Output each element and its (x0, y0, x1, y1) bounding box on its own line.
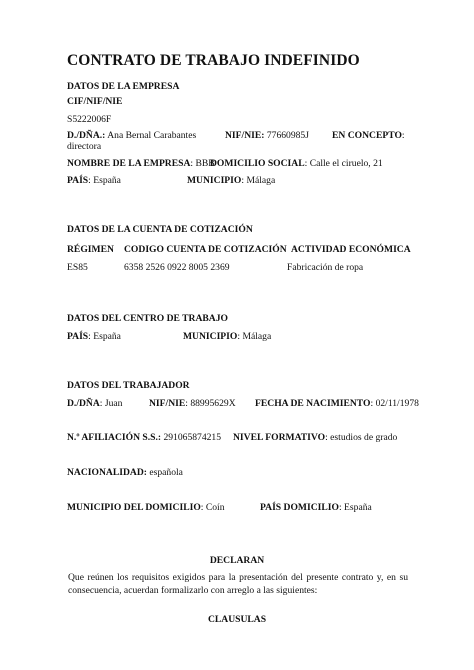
afiliacion-value: 291065874215 (161, 432, 222, 443)
trabajador-municipio-value: : Coín (200, 502, 225, 513)
centro-pais-value: : España (88, 331, 121, 342)
trabajador-dd-label: D./DÑA (67, 398, 100, 409)
trabajador-nombre (67, 398, 122, 410)
dd-label: D./DÑA.: (67, 130, 106, 141)
trabajador-nif (149, 398, 236, 410)
concepto-label: EN CONCEPTO (332, 130, 402, 141)
trabajador-municipio (67, 502, 225, 514)
trabajador-nif-label: NIF/NIE (149, 398, 186, 409)
cotizacion-heading: DATOS DE LA CUENTA DE COTIZACIÓN (67, 224, 253, 235)
trabajador-afiliacion (67, 432, 221, 444)
dd-value: Ana Bernal Carabantes (105, 130, 197, 141)
trabajador-fecha (255, 398, 419, 410)
nif-value: 77660985J (264, 130, 309, 141)
empresa-municipio (187, 175, 275, 187)
municipio-label: MUNICIPIO (187, 175, 242, 186)
nombre-label: NOMBRE DE LA EMPRESA (67, 158, 191, 169)
document-title: CONTRATO DE TRABAJO INDEFINIDO (67, 52, 360, 69)
centro-pais (67, 331, 121, 343)
trabajador-pais-label: PAÍS DOMICILIO (260, 502, 339, 513)
empresa-heading: DATOS DE LA EMPRESA (67, 81, 180, 92)
trabajador-pais (260, 502, 372, 514)
nacionalidad-value: española (146, 467, 183, 478)
afiliacion-label: N.º AFILIACIÓN S.S.: (67, 432, 162, 443)
domicilio-label: DOMICILIO SOCIAL (210, 158, 305, 169)
empresa-nif (225, 130, 309, 142)
nacionalidad-label: NACIONALIDAD: (67, 467, 147, 478)
municipio-value: : Málaga (241, 175, 276, 186)
actividad-header: ACTIVIDAD ECONÓMICA (291, 244, 411, 255)
nivel-value: : estudios de grado (325, 432, 398, 443)
empresa-pais (67, 175, 121, 187)
codigo-value: 6358 2526 0922 8005 2369 (124, 262, 230, 273)
concepto-value: directora (67, 141, 102, 152)
regimen-value: ES85 (67, 262, 88, 273)
pais-value: : España (88, 175, 121, 186)
empresa-nombre (67, 158, 215, 170)
nif-label: NIF/NIE: (225, 130, 265, 141)
trabajador-nif-value: : 88995629X (185, 398, 236, 409)
trabajador-dd-value: : Juan (99, 398, 123, 409)
trabajador-heading: DATOS DEL TRABAJADOR (67, 380, 190, 391)
nivel-label: NIVEL FORMATIVO (233, 432, 326, 443)
centro-heading: DATOS DEL CENTRO DE TRABAJO (67, 313, 228, 324)
empresa-concepto (332, 130, 405, 142)
trabajador-pais-value: : España (338, 502, 372, 513)
centro-municipio-value: : Málaga (237, 331, 272, 342)
declaran-paragraph: Que reúnen los requisitos exigidos para la presentación del presente contrato y, en su consecuencia, acuerdan formalizarlo con arreglo a las siguientes: (68, 572, 408, 596)
cif-label: CIF/NIF/NIE (67, 96, 123, 107)
regimen-header: RÉGIMEN (67, 244, 114, 255)
fecha-label: FECHA DE NACIMIENTO (255, 398, 371, 409)
centro-pais-label: PAÍS (67, 331, 89, 342)
declaran-heading: DECLARAN (209, 555, 265, 566)
empresa-domicilio (210, 158, 383, 170)
trabajador-nacionalidad (67, 467, 183, 479)
trabajador-nivel (233, 432, 397, 444)
fecha-value: : 02/11/1978 (370, 398, 419, 409)
centro-municipio-label: MUNICIPIO (183, 331, 238, 342)
actividad-value: Fabricación de ropa (287, 262, 364, 273)
centro-municipio (183, 331, 271, 343)
clausulas-heading: CLAUSULAS (207, 614, 267, 625)
nombre-value: : BBB (190, 158, 215, 169)
cif-value: S5222006F (67, 114, 112, 125)
pais-label: PAÍS (67, 175, 89, 186)
trabajador-municipio-label: MUNICIPIO DEL DOMICILIO (67, 502, 201, 513)
concepto-colon: : (401, 130, 405, 141)
domicilio-value: : Calle el ciruelo, 21 (304, 158, 383, 169)
codigo-header: CODIGO CUENTA DE COTIZACIÓN (124, 244, 287, 255)
